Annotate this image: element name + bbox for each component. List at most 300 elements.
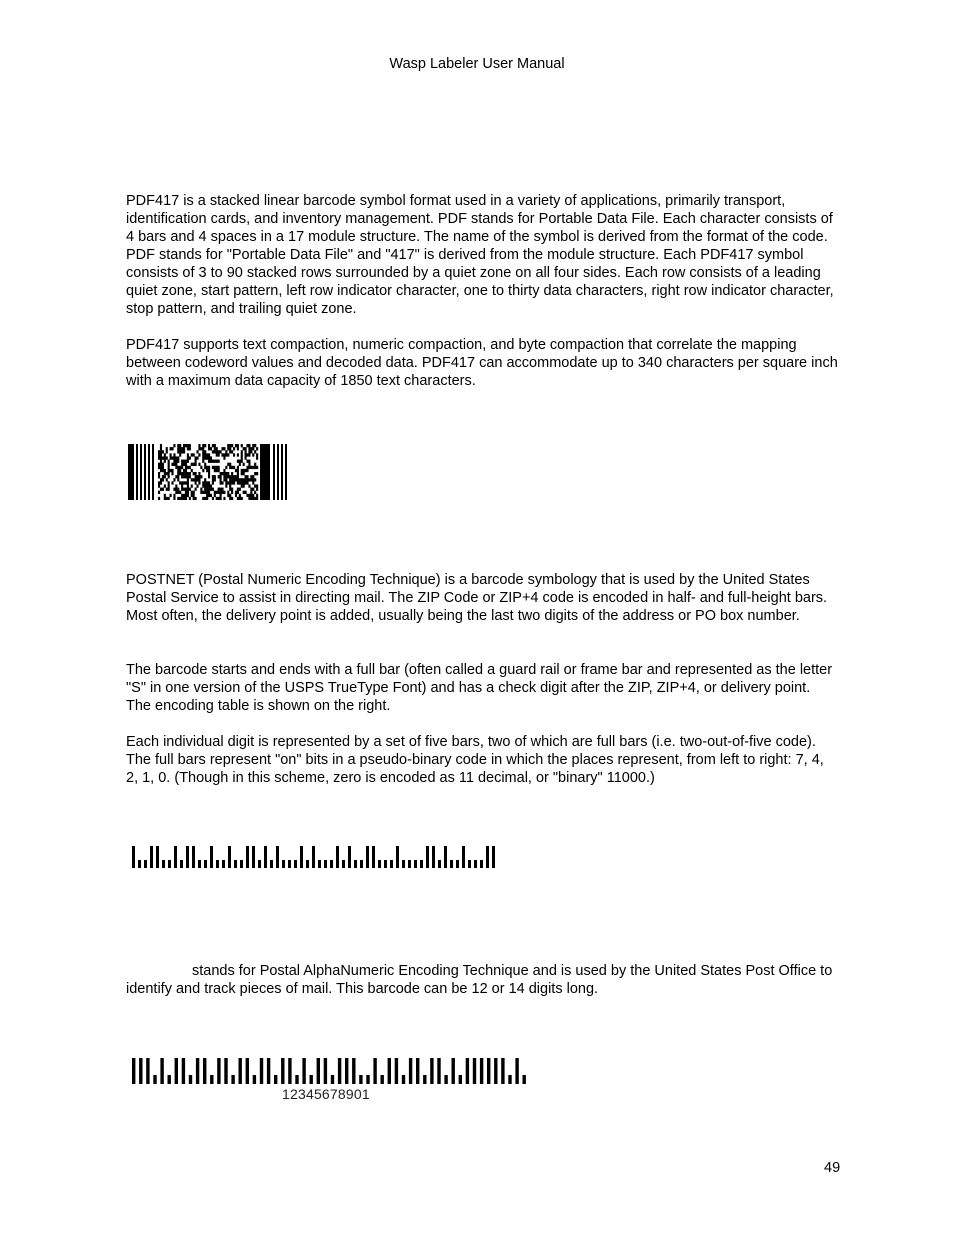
pdf417-module <box>216 497 218 500</box>
planet-bar <box>473 1058 476 1084</box>
pdf417-module <box>196 456 198 459</box>
planet-bar <box>139 1058 142 1084</box>
pdf417-module <box>193 453 195 456</box>
pdf417-module <box>252 444 254 447</box>
postnet-bar <box>450 860 453 868</box>
pdf417-module <box>181 463 183 466</box>
pdf417-module <box>183 450 185 453</box>
pdf417-module <box>252 481 254 484</box>
pdf417-module <box>250 494 252 497</box>
postnet-bar <box>306 860 309 868</box>
pdf417-module <box>173 478 175 481</box>
pdf417-module <box>198 472 200 475</box>
pdf417-module <box>181 481 183 484</box>
pdf417-module <box>191 491 193 494</box>
pdf417-module <box>200 466 202 469</box>
pdf417-module <box>164 453 166 456</box>
pdf417-module <box>214 469 216 472</box>
pdf417-module <box>212 481 214 484</box>
pdf417-module <box>237 488 239 491</box>
postnet-bar <box>162 860 165 868</box>
pdf417-module <box>250 447 252 450</box>
pdf417-module <box>206 484 208 487</box>
postnet-bar <box>252 846 255 868</box>
planet-bar <box>175 1058 178 1084</box>
pdf417-module <box>164 456 166 459</box>
pdf417-module <box>158 463 160 466</box>
postnet-bar <box>156 846 159 868</box>
postnet-bar <box>270 860 273 868</box>
pdf417-module <box>204 466 206 469</box>
pdf417-module <box>173 488 175 491</box>
pdf417-module <box>179 450 181 453</box>
pdf417-module <box>229 444 231 447</box>
pdf417-module <box>177 478 179 481</box>
pdf417-module <box>187 460 189 463</box>
pdf417-module <box>170 494 172 497</box>
postnet-bar <box>168 860 171 868</box>
pdf417-module <box>179 466 181 469</box>
planet-bar <box>331 1075 334 1084</box>
pdf417-module <box>216 453 218 456</box>
pdf417-module <box>183 460 185 463</box>
planet-paragraph: stands for Postal AlphaNumeric Encoding Technique and is used by the United States Post Office to identify and track pieces of mail. This barcode can be 12 or 14 digits long. <box>126 963 833 997</box>
pdf417-module <box>254 466 256 469</box>
pdf417-module <box>214 491 216 494</box>
postnet-bar <box>288 860 291 868</box>
pdf417-module <box>223 497 225 500</box>
planet-bar <box>466 1058 469 1084</box>
postnet-bar <box>276 846 279 868</box>
pdf417-module <box>227 481 229 484</box>
pdf417-module <box>179 481 181 484</box>
planet-bar <box>260 1058 263 1084</box>
pdf417-module <box>208 484 210 487</box>
postnet-bar <box>186 846 189 868</box>
pdf417-module <box>183 463 185 466</box>
pdf417-module <box>185 494 187 497</box>
postnet-bar <box>396 846 399 868</box>
pdf417-module <box>237 497 239 500</box>
pdf417-module <box>173 460 175 463</box>
pdf417-module <box>245 453 247 456</box>
pdf417-module <box>214 460 216 463</box>
planet-bar <box>416 1058 419 1084</box>
pdf417-module <box>239 488 241 491</box>
pdf417-module <box>185 481 187 484</box>
pdf417-module <box>177 450 179 453</box>
pdf417-module <box>195 460 197 463</box>
pdf417-module <box>223 478 225 481</box>
pdf417-module <box>162 466 164 469</box>
pdf417-module <box>193 491 195 494</box>
pdf417-module <box>220 481 222 484</box>
postnet-bar <box>492 846 495 868</box>
pdf417-module <box>229 466 231 469</box>
pdf417-module <box>195 456 197 459</box>
pdf417-module <box>181 475 183 478</box>
planet-bar <box>409 1058 412 1084</box>
pdf417-module <box>248 444 250 447</box>
pdf417-module <box>191 463 193 466</box>
pdf417-module <box>181 497 183 500</box>
pdf417-module <box>229 447 231 450</box>
pdf417-module <box>220 497 222 500</box>
planet-bar <box>388 1058 391 1084</box>
pdf417-module <box>237 466 239 469</box>
pdf417-module <box>179 491 181 494</box>
planet-bar <box>444 1075 447 1084</box>
pdf417-module <box>181 488 183 491</box>
pdf417-module <box>248 447 250 450</box>
postnet-bar <box>348 846 351 868</box>
postnet-bar <box>456 860 459 868</box>
planet-bar <box>246 1058 249 1084</box>
planet-bar <box>224 1058 227 1084</box>
planet-bar <box>459 1075 462 1084</box>
pdf417-module <box>179 447 181 450</box>
planet-barcode-image <box>132 1058 534 1084</box>
pdf417-module <box>177 488 179 491</box>
pdf417-module <box>166 456 168 459</box>
pdf417-module <box>248 494 250 497</box>
pdf417-module <box>158 497 160 500</box>
pdf417-module <box>214 450 216 453</box>
pdf417-module <box>206 494 208 497</box>
postnet-bar <box>138 860 141 868</box>
pdf417-module <box>171 456 173 459</box>
pdf417-module <box>256 447 258 450</box>
postnet-bar <box>354 860 357 868</box>
pdf417-module <box>175 463 177 466</box>
pdf417-module <box>218 466 220 469</box>
pdf417-module <box>220 450 222 453</box>
planet-bar <box>168 1075 171 1084</box>
pdf417-module <box>233 453 235 456</box>
pdf417-module <box>227 444 229 447</box>
pdf417-module <box>212 460 214 463</box>
pdf417-module <box>185 491 187 494</box>
planet-bar <box>373 1058 376 1084</box>
pdf417-module <box>204 450 206 453</box>
postnet-bar <box>420 860 423 868</box>
pdf417-module <box>248 450 250 453</box>
pdf417-module <box>185 463 187 466</box>
pdf417-module <box>202 453 204 456</box>
pdf417-module <box>160 463 162 466</box>
planet-bar <box>182 1058 185 1084</box>
planet-bar <box>239 1058 242 1084</box>
pdf417-module <box>160 466 162 469</box>
pdf417-module <box>221 481 223 484</box>
pdf417-module <box>195 478 197 481</box>
pdf417-module <box>225 450 227 453</box>
planet-bar <box>160 1058 163 1084</box>
pdf417-module <box>218 453 220 456</box>
pdf417-module <box>160 481 162 484</box>
postnet-bar <box>444 846 447 868</box>
pdf417-module <box>239 497 241 500</box>
pdf417-module <box>229 494 231 497</box>
pdf417-module <box>208 475 210 478</box>
pdf417-module <box>170 453 172 456</box>
pdf417-module <box>216 450 218 453</box>
pdf417-module <box>246 475 248 478</box>
pdf417-module <box>158 484 160 487</box>
pdf417-module <box>239 460 241 463</box>
planet-bar <box>430 1058 433 1084</box>
postnet-bar <box>402 860 405 868</box>
pdf417-module <box>175 456 177 459</box>
pdf417-module <box>198 447 200 450</box>
pdf417-module <box>252 478 254 481</box>
pdf417-module <box>206 481 208 484</box>
pdf417-module <box>252 494 254 497</box>
pdf417-module <box>204 488 206 491</box>
pdf417-module <box>256 488 258 491</box>
pdf417-module <box>229 497 231 500</box>
pdf417-module <box>187 491 189 494</box>
pdf417-module <box>166 472 168 475</box>
pdf417-module <box>198 463 200 466</box>
pdf417-module <box>160 456 162 459</box>
pdf417-module <box>231 475 233 478</box>
pdf417-module <box>158 475 160 478</box>
pdf417-module <box>235 469 237 472</box>
pdf417-module <box>204 491 206 494</box>
pdf417-module <box>208 466 210 469</box>
postnet-bar <box>192 846 195 868</box>
pdf417-module <box>185 444 187 447</box>
planet-bar <box>288 1058 291 1084</box>
pdf417-module <box>220 488 222 491</box>
pdf417-module <box>252 497 254 500</box>
pdf417-module <box>237 447 239 450</box>
pdf417-module <box>231 491 233 494</box>
pdf417-module <box>162 463 164 466</box>
pdf417-module <box>233 478 235 481</box>
pdf417-module <box>241 453 243 456</box>
pdf417-module <box>183 469 185 472</box>
planet-bar <box>253 1075 256 1084</box>
pdf417-module <box>231 488 233 491</box>
pdf417-module <box>166 497 168 500</box>
pdf417-module <box>241 478 243 481</box>
pdf417-start-bar <box>140 444 142 500</box>
pdf417-module <box>212 478 214 481</box>
pdf417-module <box>231 450 233 453</box>
pdf417-module <box>181 450 183 453</box>
postnet-bar <box>204 860 207 868</box>
pdf417-module <box>187 444 189 447</box>
pdf417-module <box>189 444 191 447</box>
pdf417-module <box>229 484 231 487</box>
pdf417-module <box>216 466 218 469</box>
pdf417-module <box>206 453 208 456</box>
pdf417-module <box>216 447 218 450</box>
postnet-bar <box>384 860 387 868</box>
postnet-bar <box>486 846 489 868</box>
pdf417-module <box>195 472 197 475</box>
pdf417-module <box>173 463 175 466</box>
pdf417-module <box>158 491 160 494</box>
planet-bar <box>480 1058 483 1084</box>
pdf417-module <box>231 481 233 484</box>
pdf417-module <box>237 460 239 463</box>
pdf417-stop-bar <box>281 444 283 500</box>
pdf417-module <box>191 484 193 487</box>
pdf417-module <box>164 475 166 478</box>
planet-barcode-digits: 12345678901 <box>282 1086 370 1102</box>
planet-bar <box>132 1058 135 1084</box>
pdf417-module <box>208 491 210 494</box>
postnet-bar <box>426 846 429 868</box>
pdf417-module <box>200 488 202 491</box>
pdf417-module <box>187 456 189 459</box>
pdf417-module <box>177 444 179 447</box>
pdf417-module <box>243 469 245 472</box>
page-number: 49 <box>824 1160 841 1176</box>
pdf417-module <box>233 466 235 469</box>
pdf417-module <box>237 453 239 456</box>
pdf417-module <box>235 475 237 478</box>
planet-bar <box>231 1075 234 1084</box>
pdf417-module <box>231 466 233 469</box>
pdf417-module <box>248 463 250 466</box>
pdf417-module <box>235 491 237 494</box>
pdf417-stop-bar <box>285 444 287 500</box>
pdf417-module <box>227 491 229 494</box>
planet-bar <box>210 1075 213 1084</box>
pdf417-module <box>183 447 185 450</box>
pdf417-module <box>227 494 229 497</box>
postnet-bar <box>180 860 183 868</box>
pdf417-module <box>175 488 177 491</box>
pdf417-module <box>189 475 191 478</box>
pdf417-module <box>177 475 179 478</box>
pdf417-module <box>221 447 223 450</box>
pdf417-module <box>241 497 243 500</box>
pdf417-module <box>189 497 191 500</box>
pdf417-module <box>223 447 225 450</box>
pdf417-module <box>237 478 239 481</box>
pdf417-module <box>198 475 200 478</box>
pdf417-module <box>218 497 220 500</box>
pdf417-module <box>177 460 179 463</box>
pdf417-module <box>256 472 258 475</box>
postnet-paragraph-3: Each individual digit is represented by a set of five bars, two of which are full bars (i.e. two-out-of-five code). The full bars represent "on" bits in a pseudo-binary code in which the places represent, from left to right: 7, 4, 2, 1, 0. (Though in this scheme, zero is encoded as 11 decimal, or "binary" 11000.) <box>126 734 824 786</box>
pdf417-start-bar <box>144 444 146 500</box>
pdf417-module <box>243 478 245 481</box>
postnet-bar <box>174 846 177 868</box>
pdf417-module <box>248 466 250 469</box>
pdf417-module <box>241 469 243 472</box>
pdf417-module <box>245 475 247 478</box>
pdf417-barcode-image <box>128 444 288 500</box>
pdf417-module <box>212 488 214 491</box>
pdf417-module <box>223 469 225 472</box>
postnet-bar <box>474 860 477 868</box>
pdf417-module <box>254 478 256 481</box>
pdf417-module <box>195 481 197 484</box>
postnet-bar <box>240 860 243 868</box>
planet-bar <box>196 1058 199 1084</box>
postnet-bar <box>432 846 435 868</box>
planet-bar <box>423 1075 426 1084</box>
pdf417-module <box>250 497 252 500</box>
pdf417-module <box>245 469 247 472</box>
pdf417-start-bar <box>148 444 150 500</box>
pdf417-module <box>256 484 258 487</box>
pdf417-module <box>227 447 229 450</box>
pdf417-module <box>231 472 233 475</box>
pdf417-module <box>214 475 216 478</box>
pdf417-module <box>162 450 164 453</box>
pdf417-module <box>189 447 191 450</box>
pdf417-module <box>225 466 227 469</box>
planet-bar <box>338 1058 341 1084</box>
pdf417-module <box>223 472 225 475</box>
postnet-bar <box>228 846 231 868</box>
pdf417-module <box>208 453 210 456</box>
pdf417-module <box>235 478 237 481</box>
pdf417-module <box>166 447 168 450</box>
pdf417-module <box>221 491 223 494</box>
pdf417-module <box>212 450 214 453</box>
postnet-bar <box>318 860 321 868</box>
planet-bar <box>452 1058 455 1084</box>
planet-bar <box>310 1075 313 1084</box>
postnet-bar <box>246 846 249 868</box>
pdf417-module <box>173 453 175 456</box>
planet-bar <box>366 1075 369 1084</box>
pdf417-module <box>248 497 250 500</box>
pdf417-paragraph-2: PDF417 supports text compaction, numeric compaction, and byte compaction that correlate the mapping between codeword values and decoded data. PDF417 can accommodate up to 340 characters per square inch with a maximum data capacity of 1850 text characters. <box>126 337 838 389</box>
pdf417-module <box>227 463 229 466</box>
pdf417-module <box>208 469 210 472</box>
pdf417-module <box>181 484 183 487</box>
pdf417-module <box>202 484 204 487</box>
postnet-bar <box>330 860 333 868</box>
pdf417-module <box>160 453 162 456</box>
pdf417-module <box>227 472 229 475</box>
pdf417-module <box>210 494 212 497</box>
planet-bar <box>487 1058 490 1084</box>
planet-bar <box>189 1075 192 1084</box>
pdf417-module <box>168 481 170 484</box>
pdf417-module <box>254 444 256 447</box>
pdf417-module <box>177 466 179 469</box>
pdf417-module <box>168 484 170 487</box>
pdf417-module <box>225 484 227 487</box>
pdf417-module <box>241 450 243 453</box>
pdf417-module <box>193 472 195 475</box>
pdf417-module <box>191 453 193 456</box>
pdf417-module <box>164 472 166 475</box>
postnet-bar <box>372 846 375 868</box>
pdf417-module <box>256 497 258 500</box>
pdf417-module <box>218 460 220 463</box>
pdf417-module <box>212 475 214 478</box>
pdf417-module <box>166 478 168 481</box>
pdf417-module <box>243 484 245 487</box>
pdf417-module <box>189 472 191 475</box>
pdf417-module <box>181 466 183 469</box>
pdf417-module <box>237 481 239 484</box>
pdf417-module <box>210 488 212 491</box>
planet-bar <box>281 1058 284 1084</box>
pdf417-module <box>160 444 162 447</box>
